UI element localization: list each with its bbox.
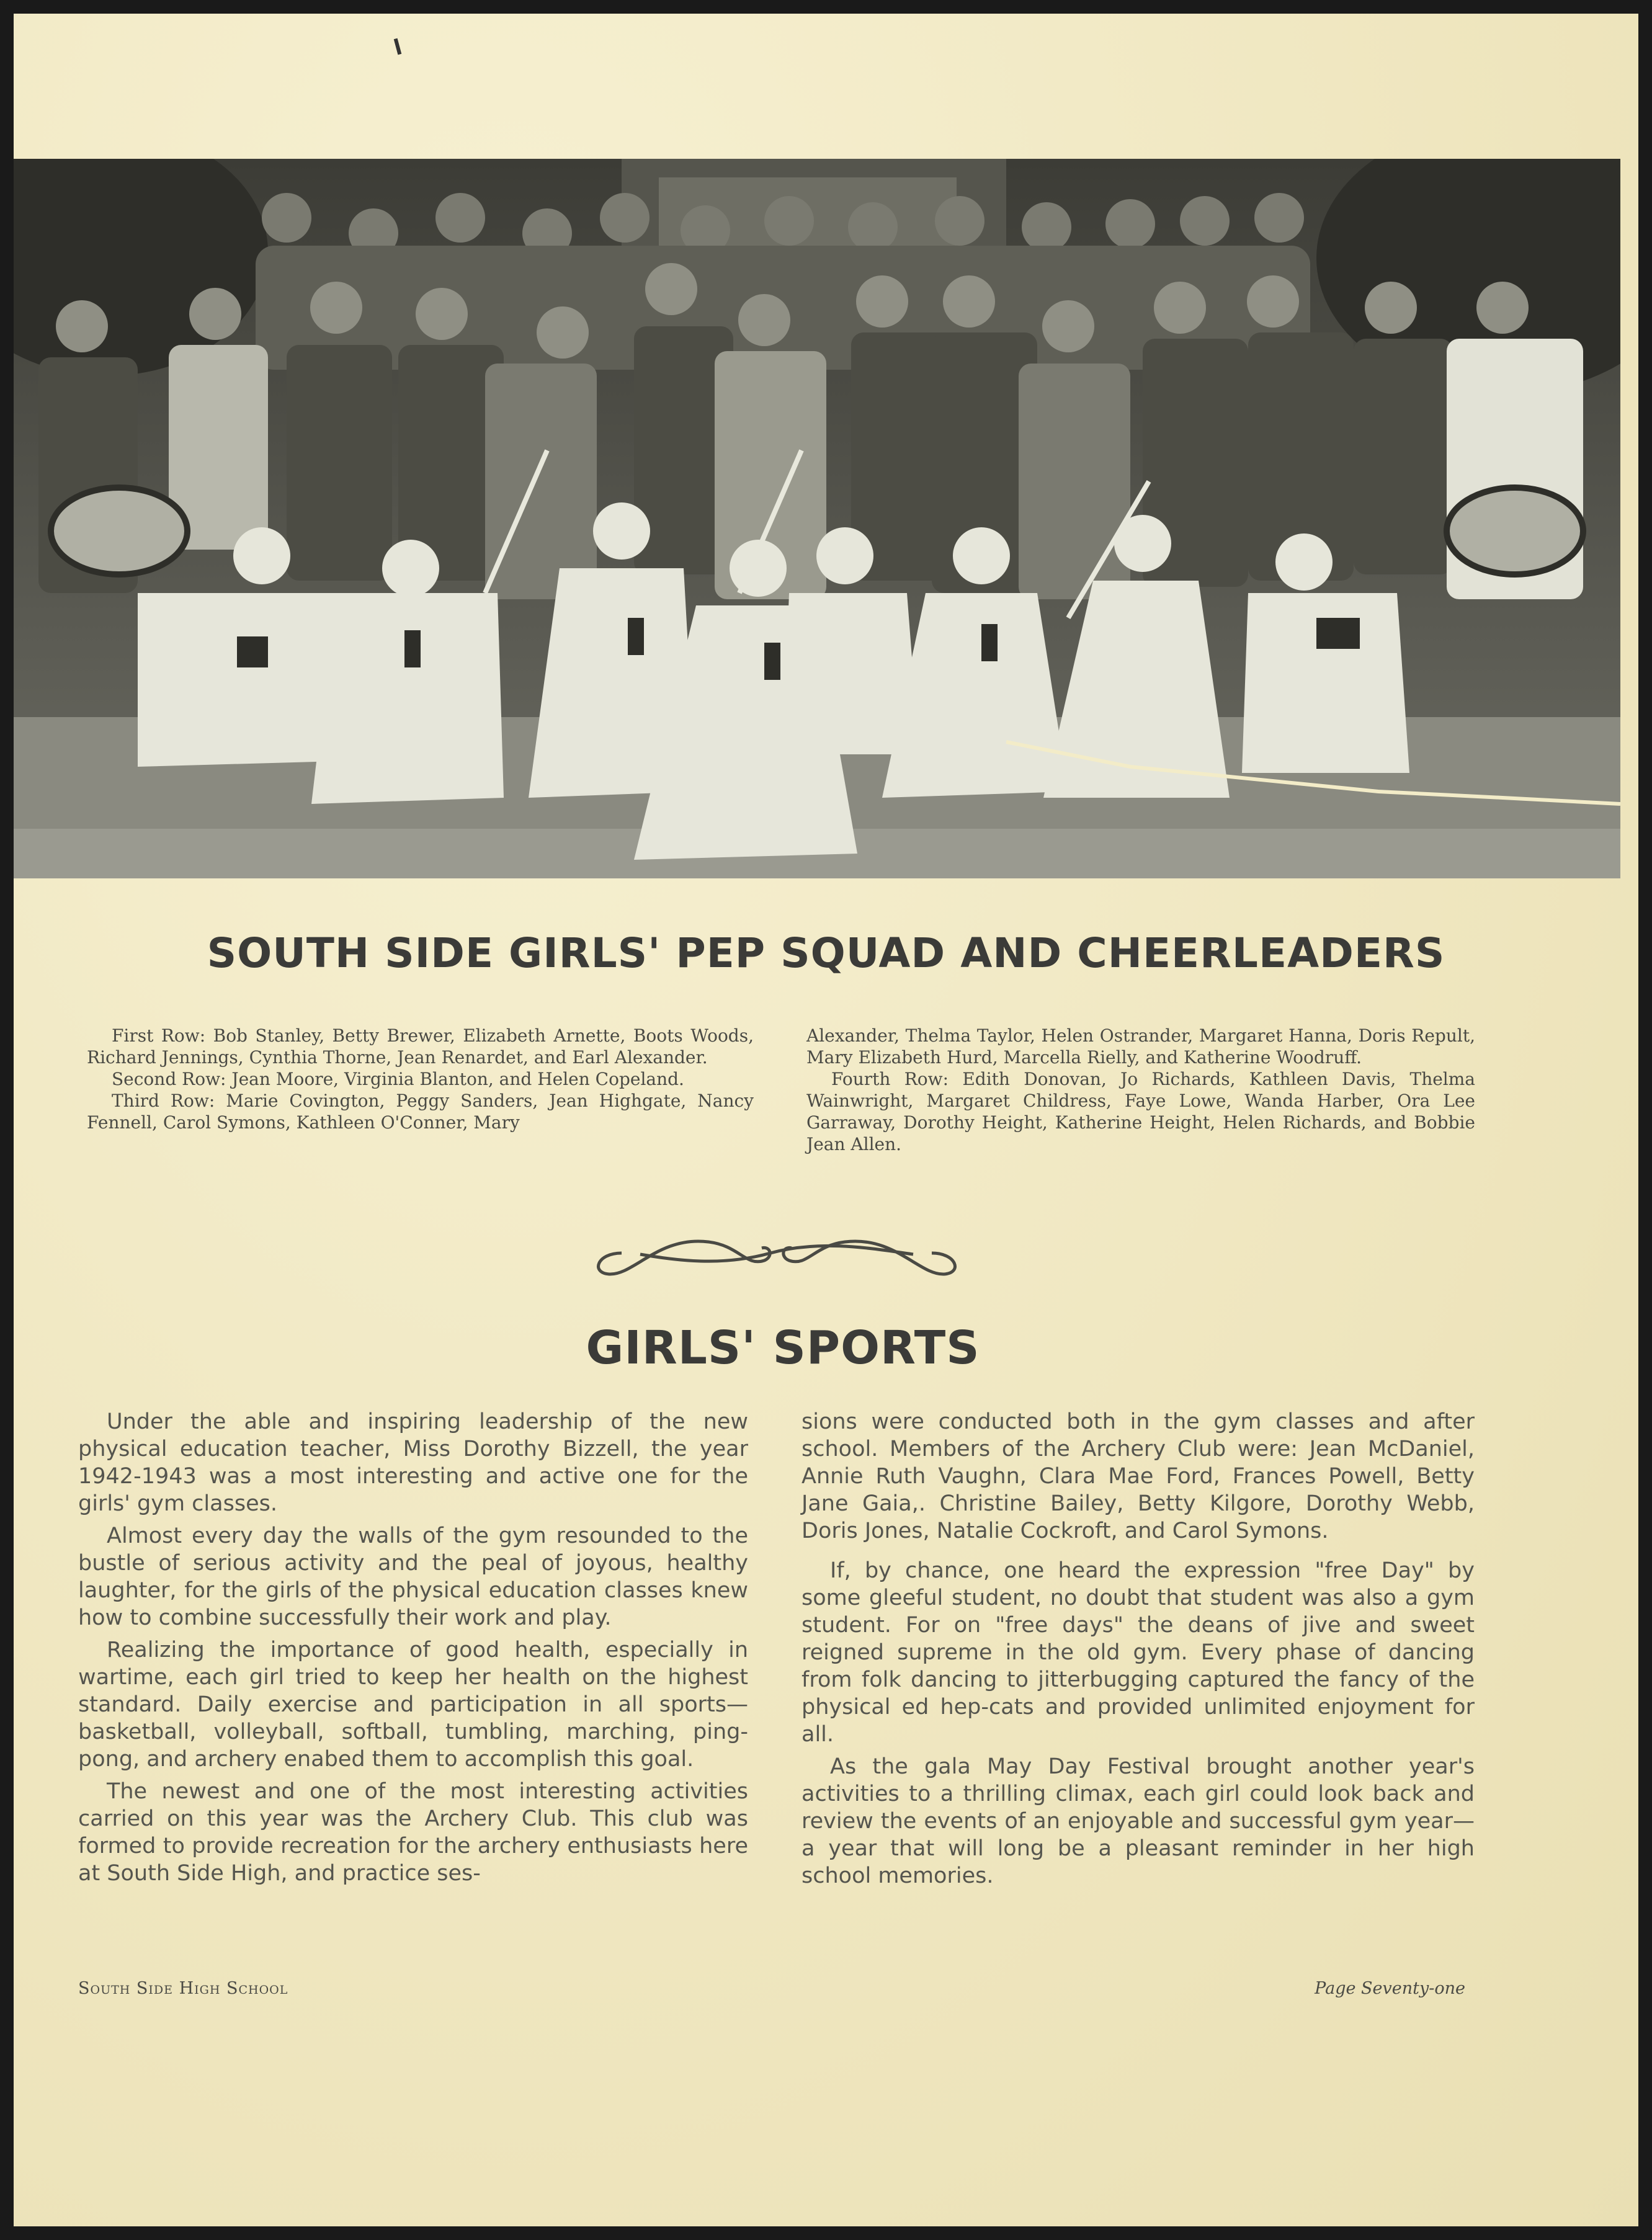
- caption-first-row: First Row: Bob Stanley, Betty Brewer, Elizabeth Arnette, Boots Woods, Richard Jennings, Cynthia Thorne, Jean Renardet, and Earl Alexander.: [87, 1025, 754, 1068]
- printing-mark: [394, 38, 402, 55]
- flourish-ornament-icon: [584, 1223, 969, 1283]
- article-paragraph: If, by chance, one heard the expression "free Day" by some gleeful student, no doubt that student was also a gym student. For on "free days" the deans of jive and sweet reigned supreme in the old gym. Every phase of dancing from folk dancing to jitterbugging captured the fancy of the physical ed hep-cats and provided unlimited enjoyment for all.: [801, 1558, 1475, 1747]
- caption-fourth-row: Fourth Row: Edith Donovan, Jo Richards, Kathleen Davis, Thelma Wainwright, Margaret Childress, Faye Lowe, Wanda Harber, Ora Lee Garraway, Dorothy Height, Katherine Height, Helen Richards, and Bobbie Jean Allen.: [806, 1069, 1475, 1154]
- article-paragraph: sions were conducted both in the gym classes and after school. Members of the Archery Club were: Jean McDaniel, Annie Ruth Vaughn, Clara Mae Ford, Frances Powell, Betty Jane Gaia,. Christine Bailey, Betty Kilgore, Dorothy Webb, Doris Jones, Natalie Cockroft, and Carol Symons.: [801, 1409, 1475, 1543]
- group-photo-illustration: [14, 159, 1620, 878]
- article-paragraph: Under the able and inspiring leadership of the new physical education teacher, Miss Dorothy Bizzell, the year 1942-1943 was a most interesting and active one for the girls' gym classes.: [78, 1409, 748, 1516]
- article-paragraph: As the gala May Day Festival brought another year's activities to a thrilling climax, each girl could look back and review the events of an enjoyable and successful gym year—a year that will long be a pleasant reminder in her high school memories.: [801, 1754, 1475, 1888]
- caption-left-column: [87, 1025, 754, 1133]
- caption-right-column: [806, 1025, 1475, 1155]
- article-left-column: [78, 1408, 748, 1892]
- article-paragraph: The newest and one of the most interesting activities carried on this year was the Archery Club. This club was formed to provide recreation for the archery enthusiasts here at South Side High, and practice ses-: [78, 1779, 748, 1886]
- caption-third-row-continued: Alexander, Thelma Taylor, Helen Ostrander, Margaret Hanna, Doris Repult, Mary Elizabeth Hurd, Marcella Rielly, and Katherine Woodruff.: [806, 1025, 1475, 1068]
- footer-school-name: South Side High School: [78, 1979, 288, 1998]
- photo-caption-heading: SOUTH SIDE GIRLS' PEP SQUAD AND CHEERLEADERS: [207, 929, 1445, 977]
- article-right-column: [801, 1408, 1475, 1894]
- article-paragraph: Almost every day the walls of the gym resounded to the bustle of serious activity and the peal of joyous, healthy laughter, for the girls of the physical education classes knew how to combine successfully their work and play.: [78, 1524, 748, 1630]
- caption-third-row: Third Row: Marie Covington, Peggy Sanders, Jean Highgate, Nancy Fennell, Carol Symons, Kathleen O'Conner, Mary: [87, 1091, 754, 1133]
- article-paragraph: Realizing the importance of good health, especially in wartime, each girl tried to keep her health on the highest standard. Daily exercise and participation in all sports—basketball, volleyball, softball, tumbling, marching, ping-pong, and archery enabed them to accomplish this goal.: [78, 1638, 748, 1772]
- caption-second-row: Second Row: Jean Moore, Virginia Blanton, and Helen Copeland.: [112, 1069, 684, 1089]
- group-photo: [14, 159, 1620, 878]
- yearbook-page: [14, 14, 1638, 2226]
- section-heading: GIRLS' SPORTS: [586, 1321, 980, 1375]
- footer-page-number: Page Seventy-one: [1315, 1979, 1465, 1998]
